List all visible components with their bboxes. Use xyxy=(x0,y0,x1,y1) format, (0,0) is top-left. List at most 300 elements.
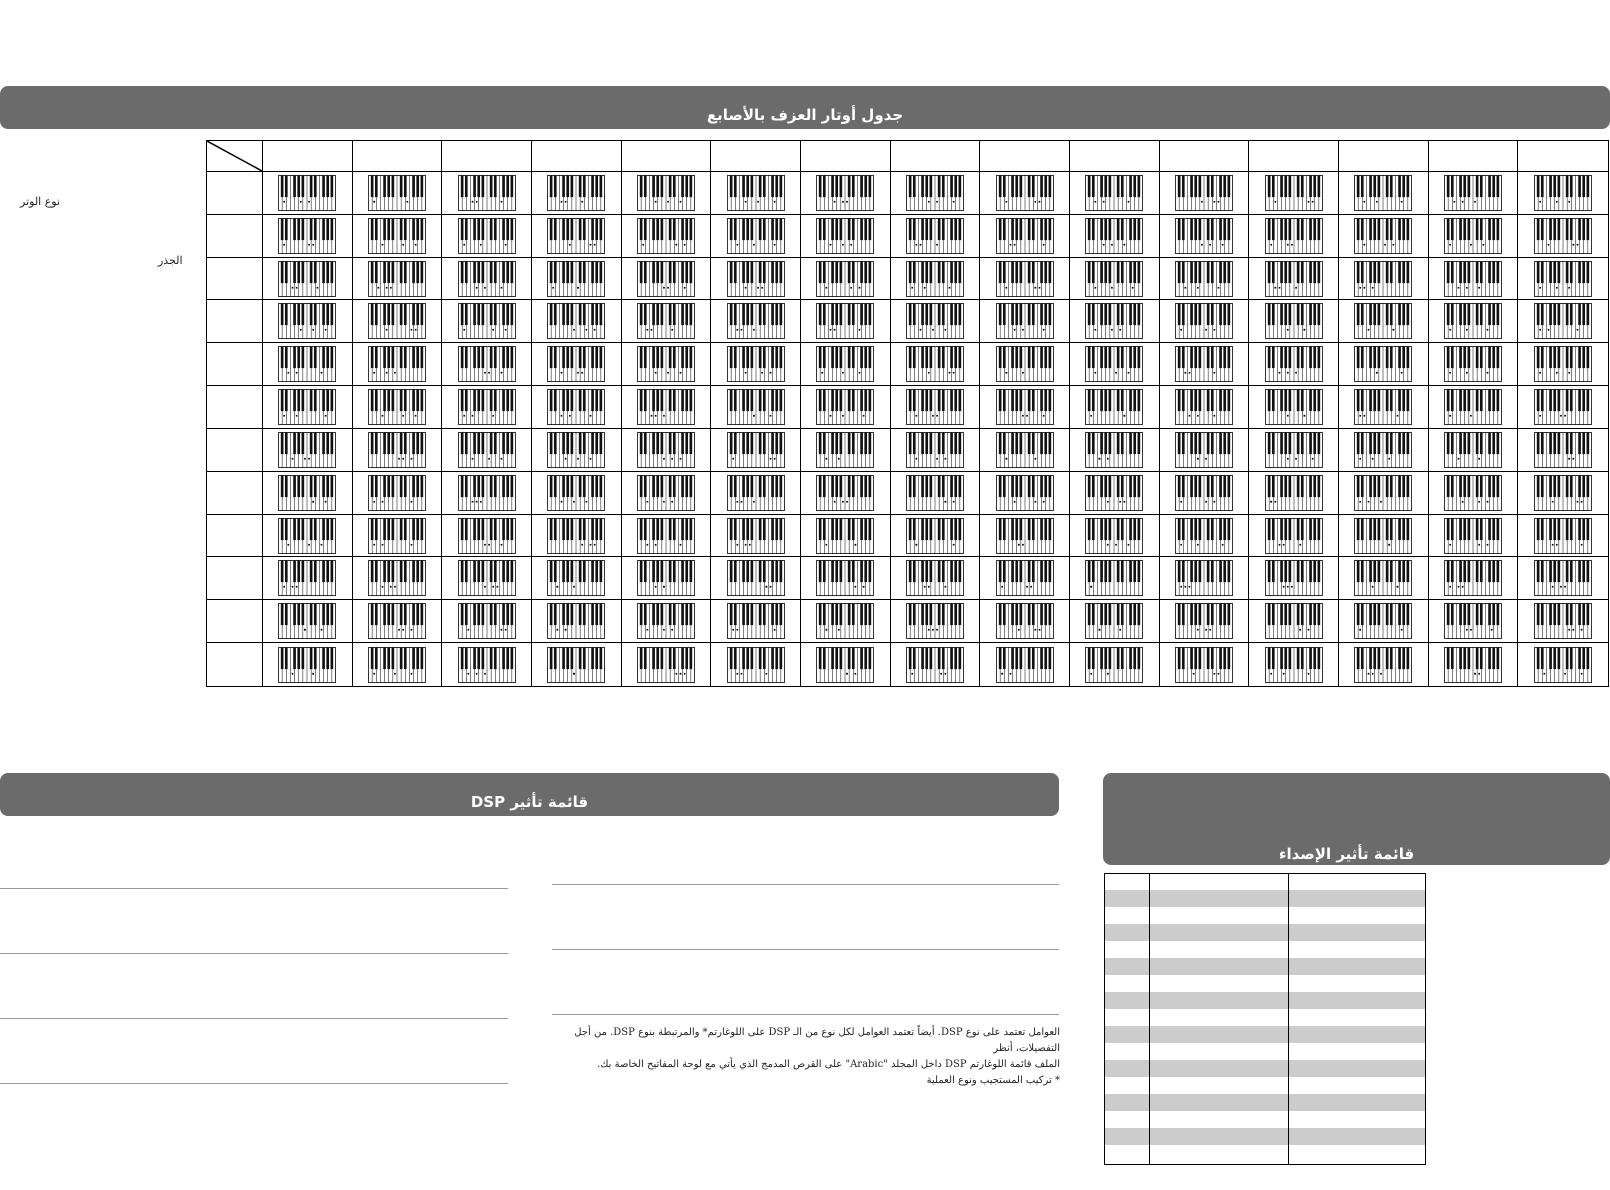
keyboard-diagram xyxy=(1265,346,1323,382)
chord-cell xyxy=(532,300,622,343)
chord-cell xyxy=(1160,258,1250,301)
chord-cell xyxy=(442,472,532,515)
keyboard-diagram xyxy=(727,475,785,511)
chord-cell xyxy=(353,429,443,472)
chord-cell xyxy=(980,600,1070,643)
keyboard-diagram xyxy=(1175,261,1233,297)
reverb-table-row xyxy=(1105,1094,1425,1111)
chord-cell xyxy=(532,386,622,429)
chord-cell xyxy=(1249,557,1339,600)
reverb-table-row xyxy=(1105,1060,1425,1077)
keyboard-diagram xyxy=(996,560,1054,596)
root-header-cell xyxy=(353,141,443,172)
keyboard-diagram xyxy=(1085,175,1143,211)
dsp-list-rule xyxy=(552,949,1059,950)
reverb-effect-table xyxy=(1104,873,1426,1165)
keyboard-diagram xyxy=(906,261,964,297)
chord-cell xyxy=(532,215,622,258)
keyboard-diagram xyxy=(637,346,695,382)
chord-cell xyxy=(1249,386,1339,429)
keyboard-diagram xyxy=(1175,560,1233,596)
keyboard-diagram xyxy=(727,432,785,468)
keyboard-diagram xyxy=(1085,389,1143,425)
keyboard-diagram xyxy=(996,603,1054,639)
chord-cell xyxy=(353,472,443,515)
chord-cell xyxy=(1249,472,1339,515)
keyboard-diagram xyxy=(547,346,605,382)
keyboard-diagram xyxy=(1354,518,1412,554)
chord-cell xyxy=(353,343,443,386)
keyboard-diagram xyxy=(1085,218,1143,254)
keyboard-diagram xyxy=(458,261,516,297)
chord-cell xyxy=(532,172,622,215)
chord-cell xyxy=(263,515,353,558)
chord-cell xyxy=(1070,215,1160,258)
keyboard-diagram xyxy=(1444,432,1502,468)
keyboard-diagram xyxy=(1444,218,1502,254)
keyboard-diagram xyxy=(1085,518,1143,554)
chord-cell xyxy=(801,557,891,600)
keyboard-diagram xyxy=(637,518,695,554)
reverb-table-row xyxy=(1105,941,1425,958)
chord-cell xyxy=(1160,600,1250,643)
keyboard-diagram xyxy=(458,346,516,382)
chord-cell xyxy=(980,557,1070,600)
chord-cell xyxy=(622,172,712,215)
keyboard-diagram xyxy=(547,518,605,554)
keyboard-diagram xyxy=(1534,647,1592,683)
keyboard-diagram xyxy=(1534,475,1592,511)
keyboard-diagram xyxy=(368,518,426,554)
chord-cell xyxy=(891,300,981,343)
chord-cell xyxy=(891,343,981,386)
keyboard-diagram xyxy=(278,218,336,254)
keyboard-diagram xyxy=(1444,603,1502,639)
keyboard-diagram xyxy=(547,175,605,211)
chord-cell xyxy=(442,300,532,343)
keyboard-diagram xyxy=(816,603,874,639)
chord-cell xyxy=(442,343,532,386)
chord-cell xyxy=(980,386,1070,429)
chord-cell xyxy=(980,643,1070,686)
chord-cell xyxy=(353,643,443,686)
chord-cell xyxy=(1429,557,1519,600)
keyboard-diagram xyxy=(278,432,336,468)
chord-cell xyxy=(622,386,712,429)
keyboard-diagram xyxy=(1085,560,1143,596)
keyboard-diagram xyxy=(1085,261,1143,297)
keyboard-diagram xyxy=(547,303,605,339)
keyboard-diagram xyxy=(1534,389,1592,425)
keyboard-diagram xyxy=(1175,518,1233,554)
chord-cell xyxy=(1518,472,1608,515)
keyboard-diagram xyxy=(458,603,516,639)
keyboard-diagram xyxy=(1265,218,1323,254)
keyboard-diagram xyxy=(458,518,516,554)
chord-cell xyxy=(353,515,443,558)
chord-cell xyxy=(1070,343,1160,386)
root-label: الجذر xyxy=(158,254,183,267)
keyboard-diagram xyxy=(1354,432,1412,468)
keyboard-diagram xyxy=(906,389,964,425)
chord-cell xyxy=(1160,300,1250,343)
keyboard-diagram xyxy=(458,218,516,254)
dsp-note-line: الملف قائمة اللوغارتم DSP داخل المجلد "Arabic" على القرص المدمج الذي يأتي مع لوحة المفاتيح الخاصة بك. xyxy=(597,1059,1060,1070)
root-header-cell xyxy=(622,141,712,172)
chord-cell xyxy=(353,172,443,215)
chord-cell xyxy=(1518,643,1608,686)
dsp-effect-banner xyxy=(0,773,1059,816)
chord-cell xyxy=(1339,386,1429,429)
keyboard-diagram xyxy=(996,218,1054,254)
keyboard-diagram xyxy=(368,175,426,211)
keyboard-diagram xyxy=(727,603,785,639)
chord-cell xyxy=(1249,643,1339,686)
chord-cell xyxy=(891,515,981,558)
chord-cell xyxy=(442,215,532,258)
chord-cell xyxy=(980,215,1070,258)
chord-cell xyxy=(1429,515,1519,558)
chord-type-header-cell xyxy=(207,215,263,258)
chord-type-header-cell xyxy=(207,258,263,301)
chord-cell xyxy=(442,386,532,429)
chord-cell xyxy=(263,215,353,258)
chord-cell xyxy=(1070,472,1160,515)
dsp-list-rule xyxy=(552,884,1059,885)
root-header-cell xyxy=(1160,141,1250,172)
chord-cell xyxy=(532,515,622,558)
chord-cell xyxy=(1070,172,1160,215)
chord-cell xyxy=(353,557,443,600)
keyboard-diagram xyxy=(1175,475,1233,511)
chord-cell xyxy=(801,472,891,515)
root-header-cell xyxy=(263,141,353,172)
keyboard-diagram xyxy=(1534,346,1592,382)
keyboard-diagram xyxy=(1444,518,1502,554)
keyboard-diagram xyxy=(1444,647,1502,683)
keyboard-diagram xyxy=(278,475,336,511)
chord-cell xyxy=(1429,472,1519,515)
chord-cell xyxy=(532,429,622,472)
keyboard-diagram xyxy=(278,518,336,554)
chord-cell xyxy=(1160,343,1250,386)
chord-cell xyxy=(263,472,353,515)
chord-cell xyxy=(532,600,622,643)
keyboard-diagram xyxy=(458,432,516,468)
dsp-note-line: العوامل تعتمد على نوع DSP. أيضاً تعتمد العوامل لكل نوع من الـ DSP على اللوغارتم* والمرتبطة بنوع DSP. من أجل التفصيلات، أنظر xyxy=(574,1027,1060,1054)
reverb-table-row xyxy=(1105,958,1425,975)
chord-cell xyxy=(891,600,981,643)
reverb-table-row xyxy=(1105,1009,1425,1026)
grid-corner xyxy=(207,141,263,172)
keyboard-diagram xyxy=(996,303,1054,339)
keyboard-diagram xyxy=(1534,603,1592,639)
keyboard-diagram xyxy=(1354,261,1412,297)
chord-cell xyxy=(263,343,353,386)
chord-cell xyxy=(1070,600,1160,643)
keyboard-diagram xyxy=(1354,218,1412,254)
chord-cell xyxy=(1249,172,1339,215)
chord-cell xyxy=(1160,386,1250,429)
keyboard-diagram xyxy=(1085,346,1143,382)
chord-cell xyxy=(980,258,1070,301)
keyboard-diagram xyxy=(1265,303,1323,339)
keyboard-diagram xyxy=(368,303,426,339)
keyboard-diagram xyxy=(1534,175,1592,211)
fingering-chart-title: جدول أوتار العزف بالأصابع xyxy=(706,106,904,124)
keyboard-diagram xyxy=(1175,647,1233,683)
keyboard-diagram xyxy=(1354,560,1412,596)
keyboard-diagram xyxy=(1265,603,1323,639)
reverb-effect-banner xyxy=(1103,773,1610,865)
chord-cell xyxy=(442,515,532,558)
reverb-table-row xyxy=(1105,1077,1425,1094)
chord-cell xyxy=(1518,300,1608,343)
chord-type-header-cell xyxy=(207,643,263,686)
root-header-cell xyxy=(1429,141,1519,172)
keyboard-diagram xyxy=(278,603,336,639)
keyboard-diagram xyxy=(1265,389,1323,425)
chord-cell xyxy=(1518,429,1608,472)
keyboard-diagram xyxy=(727,218,785,254)
chord-type-header-cell xyxy=(207,557,263,600)
chord-cell xyxy=(980,472,1070,515)
chord-cell xyxy=(1339,557,1429,600)
keyboard-diagram xyxy=(1444,475,1502,511)
chord-cell xyxy=(1160,429,1250,472)
chord-cell xyxy=(1339,172,1429,215)
keyboard-diagram xyxy=(637,647,695,683)
chord-cell xyxy=(622,600,712,643)
chord-cell xyxy=(532,343,622,386)
keyboard-diagram xyxy=(996,261,1054,297)
chord-cell xyxy=(711,258,801,301)
keyboard-diagram xyxy=(1354,346,1412,382)
chord-cell xyxy=(1160,215,1250,258)
keyboard-diagram xyxy=(1354,389,1412,425)
reverb-table-header xyxy=(1105,874,1425,891)
keyboard-diagram xyxy=(1534,432,1592,468)
chord-cell xyxy=(1160,172,1250,215)
keyboard-diagram xyxy=(906,218,964,254)
dsp-list-rule xyxy=(0,953,508,954)
keyboard-diagram xyxy=(906,603,964,639)
reverb-table-row xyxy=(1105,1026,1425,1043)
keyboard-diagram xyxy=(1444,346,1502,382)
keyboard-diagram xyxy=(458,175,516,211)
fingering-chart-banner xyxy=(0,86,1610,129)
chord-cell xyxy=(622,643,712,686)
keyboard-diagram xyxy=(1265,475,1323,511)
chord-cell xyxy=(711,343,801,386)
keyboard-diagram xyxy=(1265,175,1323,211)
keyboard-diagram xyxy=(637,603,695,639)
chord-type-header-cell xyxy=(207,300,263,343)
chord-cell xyxy=(1339,343,1429,386)
keyboard-diagram xyxy=(1354,603,1412,639)
chord-cell xyxy=(263,643,353,686)
chord-cell xyxy=(801,300,891,343)
keyboard-diagram xyxy=(637,432,695,468)
chord-cell xyxy=(1518,172,1608,215)
keyboard-diagram xyxy=(906,346,964,382)
chord-cell xyxy=(1249,215,1339,258)
chord-cell xyxy=(1249,515,1339,558)
keyboard-diagram xyxy=(1085,303,1143,339)
chord-cell xyxy=(263,557,353,600)
chord-cell xyxy=(1070,557,1160,600)
keyboard-diagram xyxy=(368,647,426,683)
keyboard-diagram xyxy=(727,261,785,297)
keyboard-diagram xyxy=(547,560,605,596)
reverb-table-row xyxy=(1105,890,1425,907)
chord-cell xyxy=(263,600,353,643)
chord-type-header-cell xyxy=(207,472,263,515)
reverb-table-row xyxy=(1105,1128,1425,1145)
keyboard-diagram xyxy=(637,218,695,254)
keyboard-diagram xyxy=(278,389,336,425)
chord-cell xyxy=(1339,515,1429,558)
keyboard-diagram xyxy=(1085,432,1143,468)
chord-fingering-grid xyxy=(206,140,1609,687)
chord-cell xyxy=(1070,429,1160,472)
chord-cell xyxy=(1249,300,1339,343)
keyboard-diagram xyxy=(637,389,695,425)
keyboard-diagram xyxy=(458,475,516,511)
chord-cell xyxy=(1339,429,1429,472)
keyboard-diagram xyxy=(1444,175,1502,211)
keyboard-diagram xyxy=(637,261,695,297)
keyboard-diagram xyxy=(906,518,964,554)
keyboard-diagram xyxy=(368,560,426,596)
keyboard-diagram xyxy=(816,560,874,596)
chord-cell xyxy=(711,386,801,429)
keyboard-diagram xyxy=(816,518,874,554)
chord-cell xyxy=(622,258,712,301)
dsp-list-rule xyxy=(0,888,508,889)
chord-cell xyxy=(891,172,981,215)
chord-cell xyxy=(711,515,801,558)
keyboard-diagram xyxy=(1354,475,1412,511)
keyboard-diagram xyxy=(1265,560,1323,596)
chord-cell xyxy=(1070,643,1160,686)
chord-cell xyxy=(442,557,532,600)
chord-cell xyxy=(1249,258,1339,301)
chord-cell xyxy=(801,515,891,558)
chord-cell xyxy=(442,600,532,643)
chord-cell xyxy=(442,172,532,215)
chord-cell xyxy=(1070,300,1160,343)
keyboard-diagram xyxy=(1175,175,1233,211)
chord-cell xyxy=(353,258,443,301)
chord-cell xyxy=(1249,343,1339,386)
keyboard-diagram xyxy=(368,475,426,511)
keyboard-diagram xyxy=(278,560,336,596)
keyboard-diagram xyxy=(278,303,336,339)
chord-cell xyxy=(532,472,622,515)
keyboard-diagram xyxy=(1354,175,1412,211)
keyboard-diagram xyxy=(1444,261,1502,297)
keyboard-diagram xyxy=(278,261,336,297)
keyboard-diagram xyxy=(996,389,1054,425)
keyboard-diagram xyxy=(547,603,605,639)
reverb-table-row xyxy=(1105,907,1425,924)
root-header-cell xyxy=(1339,141,1429,172)
chord-cell xyxy=(1160,557,1250,600)
chord-cell xyxy=(891,643,981,686)
keyboard-diagram xyxy=(1265,647,1323,683)
chord-cell xyxy=(1518,557,1608,600)
chord-cell xyxy=(711,472,801,515)
keyboard-diagram xyxy=(906,432,964,468)
keyboard-diagram xyxy=(547,432,605,468)
chord-cell xyxy=(442,258,532,301)
chord-cell xyxy=(801,215,891,258)
keyboard-diagram xyxy=(816,346,874,382)
chord-cell xyxy=(1160,643,1250,686)
chord-cell xyxy=(1429,600,1519,643)
chord-cell xyxy=(801,172,891,215)
chord-cell xyxy=(801,429,891,472)
keyboard-diagram xyxy=(278,647,336,683)
chord-cell xyxy=(532,643,622,686)
root-header-cell xyxy=(442,141,532,172)
keyboard-diagram xyxy=(1265,261,1323,297)
chord-cell xyxy=(1249,600,1339,643)
keyboard-diagram xyxy=(1354,647,1412,683)
chord-cell xyxy=(532,557,622,600)
keyboard-diagram xyxy=(816,303,874,339)
root-header-cell xyxy=(1070,141,1160,172)
keyboard-diagram xyxy=(1444,560,1502,596)
chord-cell xyxy=(1518,386,1608,429)
keyboard-diagram xyxy=(458,303,516,339)
chord-cell xyxy=(1070,386,1160,429)
chord-cell xyxy=(980,343,1070,386)
chord-cell xyxy=(711,600,801,643)
dsp-effect-title: قائمة تأثير DSP xyxy=(470,793,589,811)
keyboard-diagram xyxy=(816,432,874,468)
keyboard-diagram xyxy=(637,303,695,339)
keyboard-diagram xyxy=(1444,389,1502,425)
chord-cell xyxy=(263,258,353,301)
keyboard-diagram xyxy=(1085,603,1143,639)
keyboard-diagram xyxy=(368,389,426,425)
chord-type-header-cell xyxy=(207,515,263,558)
keyboard-diagram xyxy=(637,560,695,596)
chord-cell xyxy=(622,515,712,558)
reverb-table-column-divider xyxy=(1288,874,1289,1164)
keyboard-diagram xyxy=(637,175,695,211)
chord-cell xyxy=(1518,343,1608,386)
chord-cell xyxy=(1339,300,1429,343)
keyboard-diagram xyxy=(1175,389,1233,425)
keyboard-diagram xyxy=(727,518,785,554)
keyboard-diagram xyxy=(906,560,964,596)
keyboard-diagram xyxy=(727,303,785,339)
chord-cell xyxy=(1339,258,1429,301)
chord-cell xyxy=(532,258,622,301)
chord-cell xyxy=(801,600,891,643)
chord-cell xyxy=(1518,600,1608,643)
keyboard-diagram xyxy=(996,518,1054,554)
chord-cell xyxy=(980,429,1070,472)
keyboard-diagram xyxy=(1534,518,1592,554)
chord-cell xyxy=(891,557,981,600)
chord-cell xyxy=(891,215,981,258)
keyboard-diagram xyxy=(727,389,785,425)
chord-cell xyxy=(801,343,891,386)
